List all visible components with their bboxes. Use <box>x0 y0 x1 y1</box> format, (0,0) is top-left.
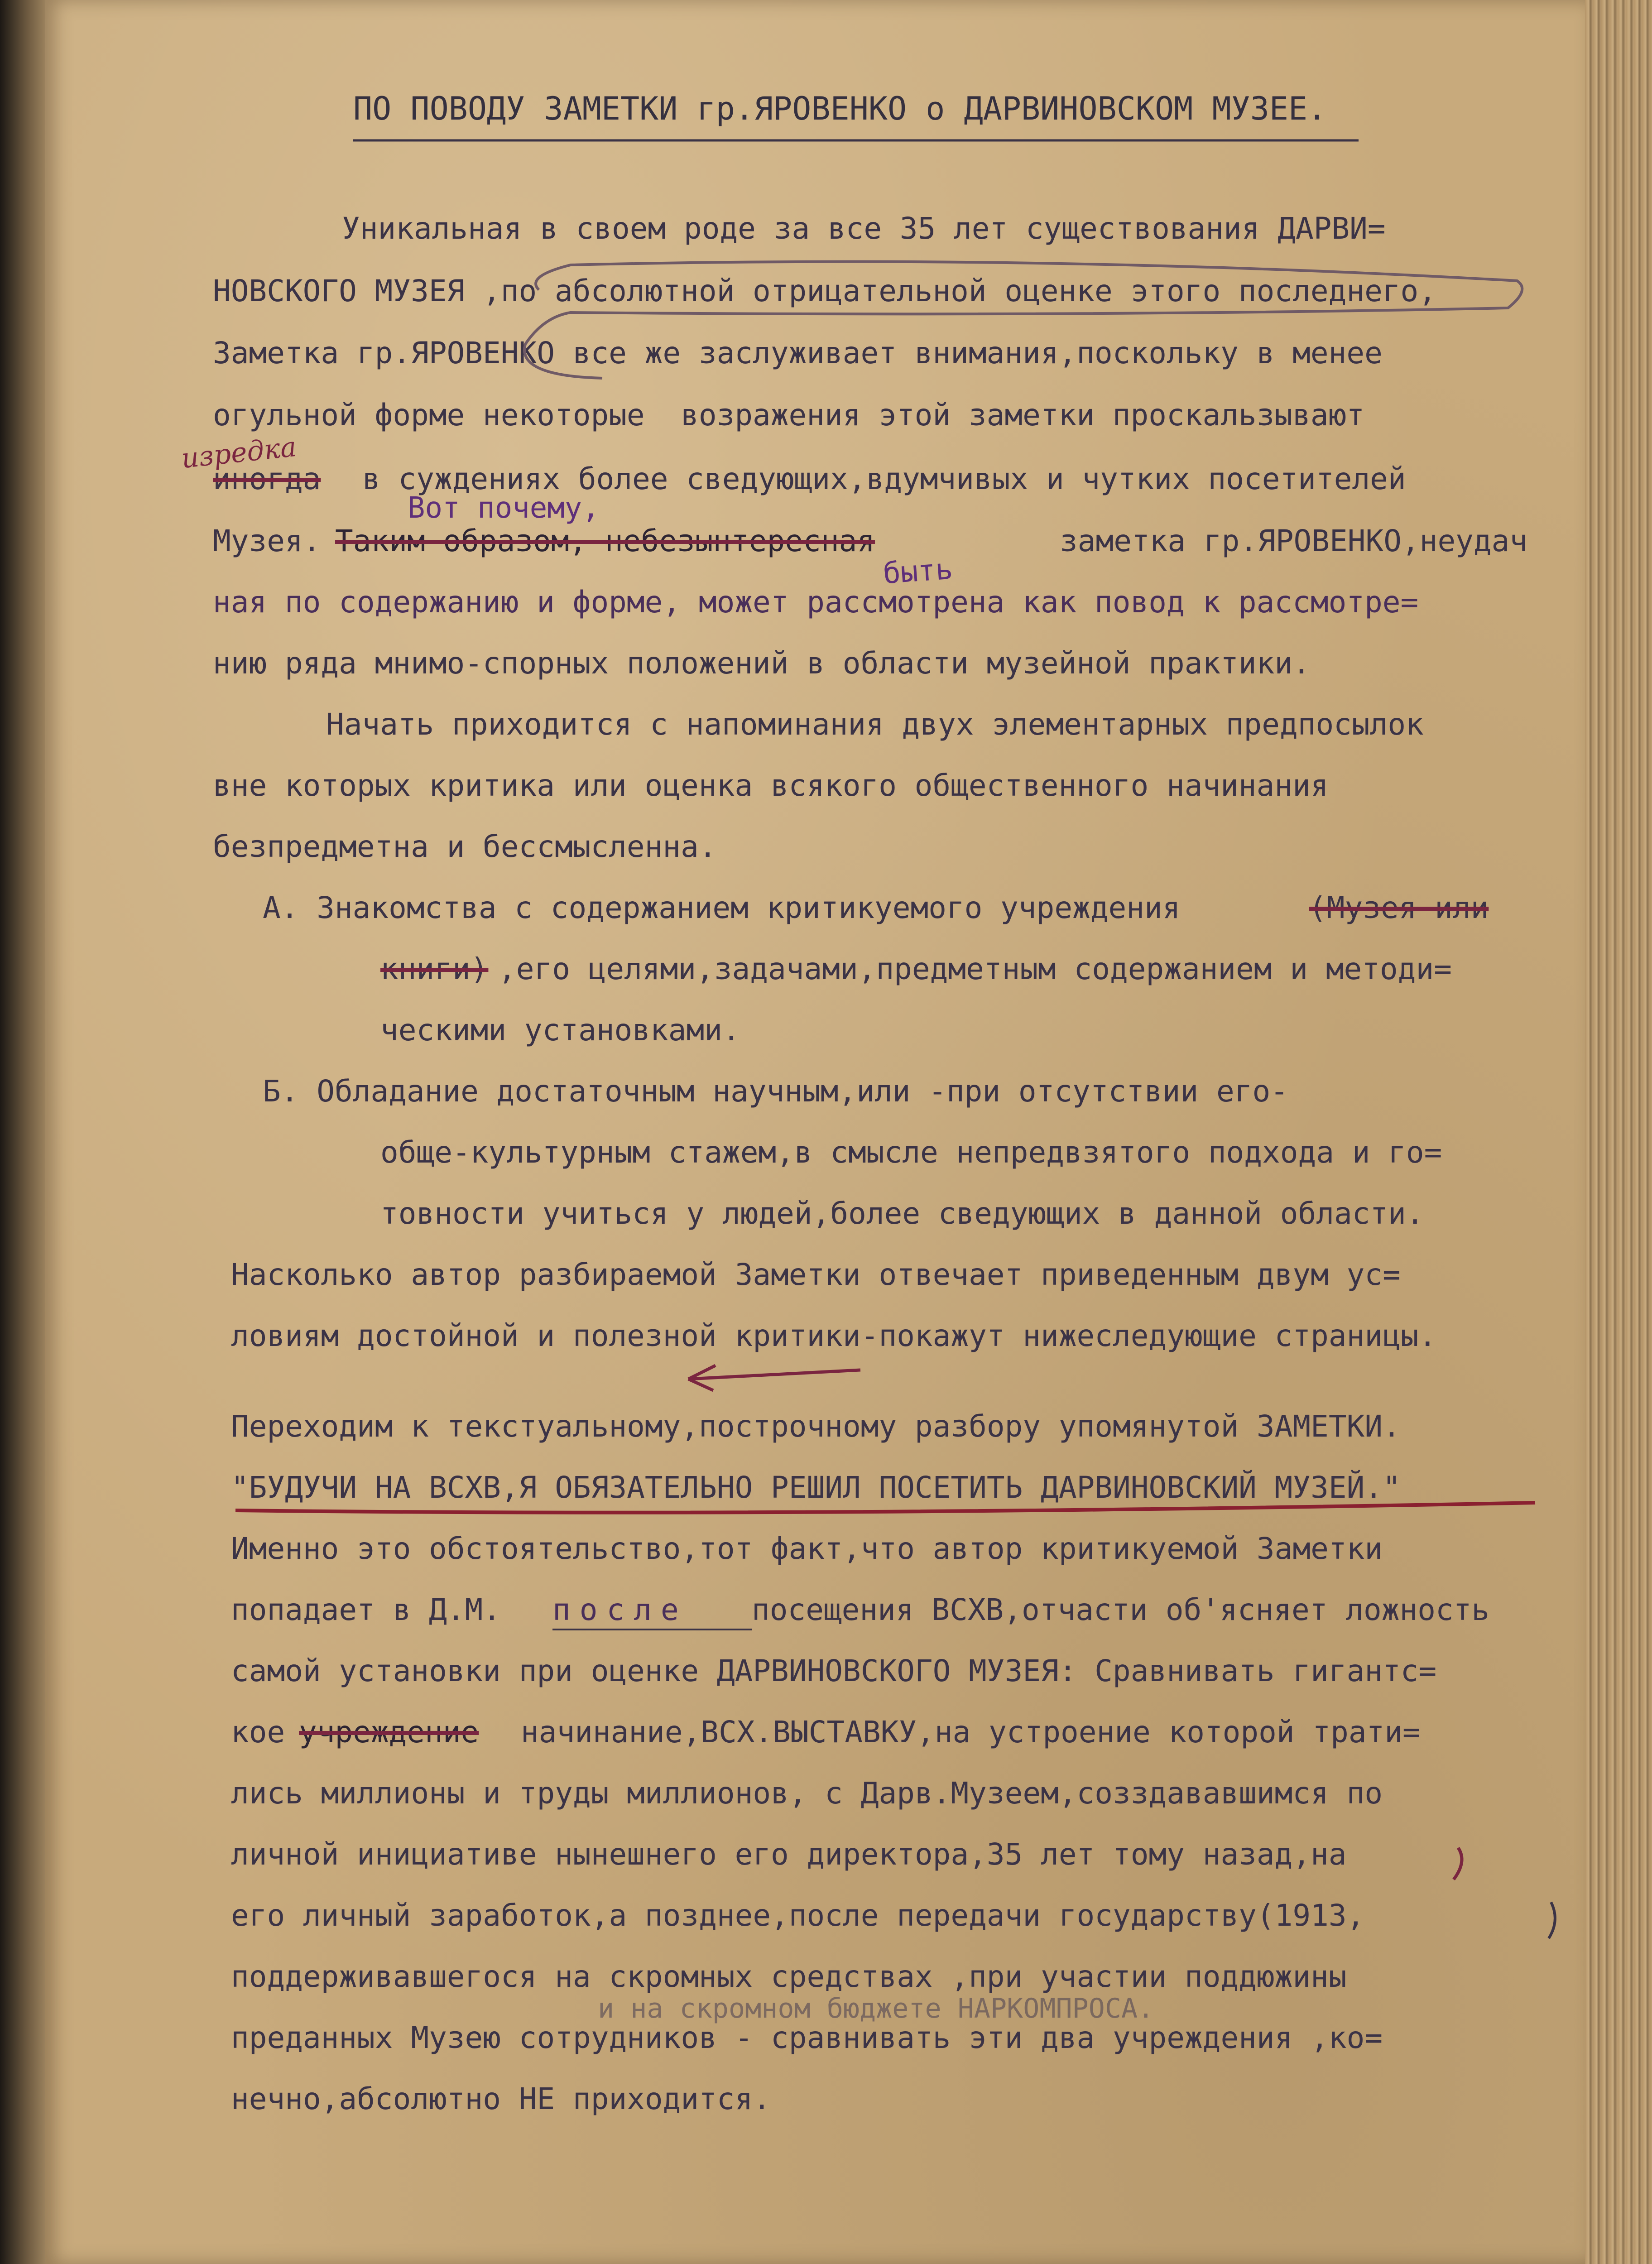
document-title: ПО ПОВОДУ ЗАМЕТКИ гр.ЯРОВЕНКО о ДАРВИНОВСКОМ МУЗЕЕ. <box>353 90 1327 127</box>
stacked-page-edges <box>1585 0 1652 2264</box>
typed-insertion-2: быть <box>882 552 954 591</box>
quoted-line: "БУДУЧИ НА ВСХВ,Я ОБЯЗАТЕЛЬНО РЕШИЛ ПОСЕТИТЬ ДАРВИНОВСКИЙ МУЗЕЙ." <box>231 1470 1401 1505</box>
text-line-25: начинание,ВСХ.ВЫСТАВКУ,на устроение которой трати= <box>521 1715 1421 1750</box>
text-line-27: личной инициативе нынешнего его директора,35 лет тому назад,на <box>231 1837 1347 1872</box>
text-line-28: его личный заработок,а позднее,после передачи государству(1913, <box>231 1898 1365 1933</box>
text-line-25-prefix: кое <box>231 1715 285 1750</box>
struck-word-3: учреждение <box>299 1715 479 1750</box>
paren-mark <box>1549 1902 1555 1938</box>
text-line-31: нечно,абсолютно НЕ приходится. <box>231 2081 771 2116</box>
text-line-7: ная по содержанию и форме, может рассмотрена как повод к рассмотре= <box>213 585 1419 620</box>
text-line-26: лись миллионы и труды миллионов, с Дарв.Музеем,созздававшимся по <box>231 1776 1383 1811</box>
text-line-18: Насколько автор разбираемой Заметки отвечает приведенным двум ус= <box>231 1257 1401 1292</box>
text-line-23-prefix: попадает в Д.М. <box>231 1592 501 1627</box>
item-a-line-1: А. Знакомства с содержанием критикуемого учреждения <box>263 890 1181 925</box>
text-line-9: Начать приходится с напоминания двух элементарных предпосылок <box>326 707 1424 742</box>
document-page <box>45 0 1585 2264</box>
text-line-1: Уникальная в своем роде за все 35 лет существования ДАРВИ= <box>342 211 1386 246</box>
text-line-6: заметка гр.ЯРОВЕНКО,неудач <box>1060 524 1528 558</box>
text-line-8: нию ряда мнимо-спорных положений в области музейной практики. <box>213 646 1311 681</box>
text-line-19: ловиям достойной и полезной критики-покажут нижеследующие страницы. <box>231 1318 1437 1353</box>
struck-parenthetical: (Музея или <box>1309 890 1489 925</box>
text-line-3: Заметка гр.ЯРОВЕНКО все же заслуживает внимания,поскольку в менее <box>213 336 1383 370</box>
museum-word: Музея. <box>213 524 321 558</box>
text-line-30: преданных Музею сотрудников - сравнивать эти два учреждения ,ко= <box>231 2020 1383 2055</box>
text-line-23: посещения ВСХВ,отчасти об'ясняет ложность <box>752 1592 1490 1627</box>
red-arrow-head <box>688 1365 716 1390</box>
text-line-2: НОВСКОГО МУЗЕЯ ,по абсолютной отрицательной оценке этого последнего, <box>213 274 1437 308</box>
text-line-10: вне которых критика или оценка всякого общественного начинания <box>213 768 1329 803</box>
item-a-line-2: ,его целями,задачами,предметным содержанием и методи= <box>498 952 1452 986</box>
text-line-20: Переходим к текстуальному,построчному разбору упомянутой ЗАМЕТКИ. <box>231 1409 1401 1444</box>
text-line-29: поддерживавшегося на скромных средствах ,при участии поддюжины <box>231 1959 1347 1994</box>
text-line-5: в суждениях более сведующих,вдумчивых и чутких посетителей <box>362 461 1406 496</box>
struck-word-2: книги) <box>380 952 489 986</box>
text-line-4: огульной форме некоторые возражения этой заметки проскальзывают <box>213 398 1365 433</box>
red-arrow-shaft <box>688 1370 860 1379</box>
typed-insertion: Вот почему, <box>408 491 600 525</box>
item-b-line-1: Б. Обладание достаточным научным,или -при отсутствии его- <box>263 1074 1288 1109</box>
emphasized-word: после <box>552 1592 688 1627</box>
item-b-line-2: обще-культурным стажем,в смысле непредвзятого подхода и го= <box>380 1135 1442 1170</box>
item-a-line-3: ческими установками. <box>380 1013 740 1048</box>
struck-word: иногда <box>213 461 321 496</box>
handwritten-correction: изредка <box>180 431 298 475</box>
struck-typed-phrase: Таким образом, небезынтересная <box>335 524 875 558</box>
red-comma-mark <box>1454 1848 1462 1879</box>
text-line-11: безпредметна и бессмысленна. <box>213 829 717 864</box>
text-line-22: Именно это обстоятельство,тот факт,что автор критикуемой Заметки <box>231 1531 1383 1566</box>
text-line-24: самой установки при оценке ДАРВИНОВСКОГО МУЗЕЯ: Сравнивать гигантс= <box>231 1654 1437 1688</box>
item-b-line-3: товности учиться у людей,более сведующих в данной области. <box>380 1196 1424 1231</box>
faint-overtyped-text: и на скромном бюджете НАРКОМПРОСА. <box>598 1993 1154 2024</box>
